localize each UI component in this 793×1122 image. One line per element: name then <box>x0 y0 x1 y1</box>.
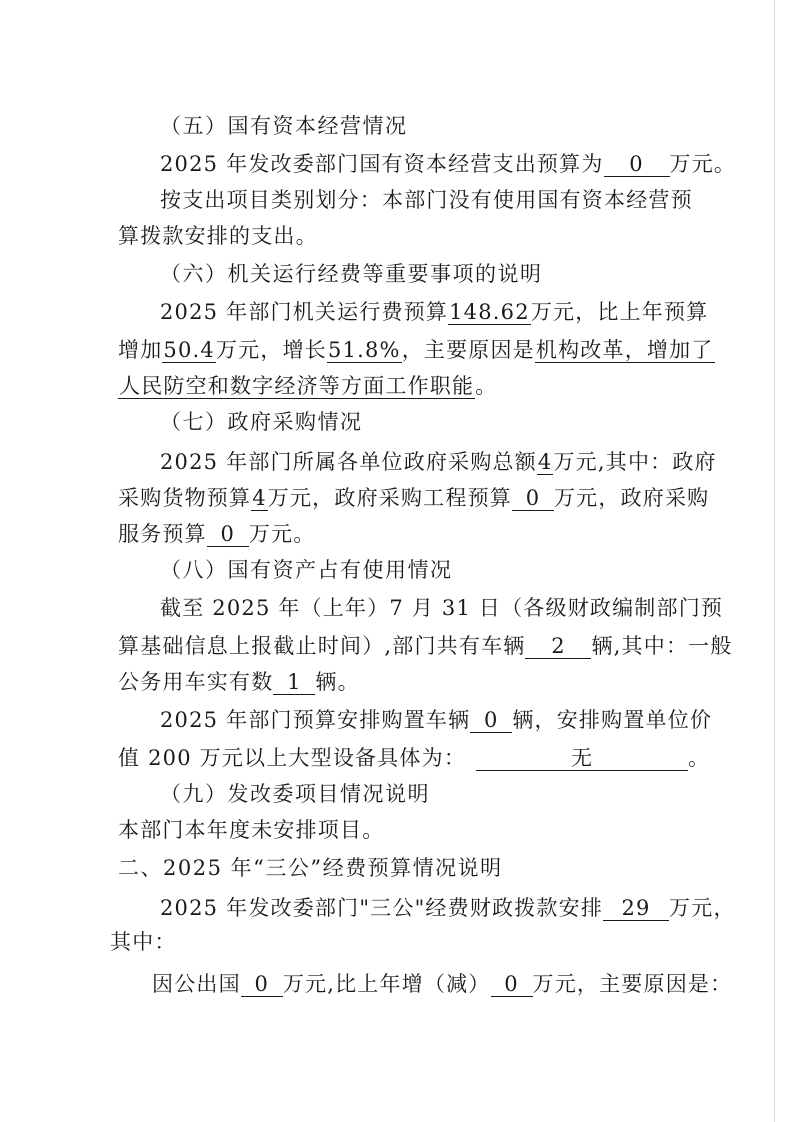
paragraph-line <box>118 670 360 695</box>
section-5-heading: （五）国有资本经营情况 <box>160 114 408 138</box>
text: 值 200 万元以上大型设备具体为： <box>118 746 467 770</box>
underlined-value: 机构改革，增加了 <box>535 338 714 362</box>
underlined-value: 4 <box>537 450 553 474</box>
section-6-heading: （六）机关运行经费等重要事项的说明 <box>160 262 543 286</box>
text: 2025 年部门机关运行费预算 <box>160 300 449 324</box>
underlined-value: 0 <box>491 972 533 997</box>
underlined-value: 4 <box>252 486 267 510</box>
text: 万元,比上年增（减） <box>282 972 491 996</box>
section-sangong-heading: 二、2025 年“三公”经费预算情况说明 <box>118 856 503 880</box>
text: 算基础信息上报截止时间）,部门共有车辆 <box>118 634 526 658</box>
text: 万元，主要原因是： <box>532 972 733 996</box>
underlined-value: 1 <box>273 670 315 695</box>
paragraph-line <box>160 450 717 475</box>
text: 辆。 <box>315 670 360 694</box>
text: 2025 年部门所属各单位政府采购总额 <box>160 450 537 474</box>
underlined-value: 0 <box>604 152 670 177</box>
paragraph-line: 其中： <box>110 930 177 954</box>
paragraph-line <box>118 338 715 363</box>
page-edge-divider <box>774 0 775 1122</box>
section-8-heading: （八）国有资产占有使用情况 <box>160 558 453 582</box>
paragraph-line: 截至 2025 年（上年）7 月 31 日（各级财政编制部门预 <box>160 596 724 620</box>
underlined-value: 0 <box>241 972 283 997</box>
underlined-value: 无 <box>476 746 688 771</box>
paragraph-line <box>160 708 712 733</box>
text: 辆,其中：一般 <box>591 634 733 658</box>
text: 万元,其中：政府 <box>553 450 717 474</box>
text: 万元，政府采购 <box>553 486 710 510</box>
text: ，主要原因是 <box>401 338 535 362</box>
underlined-value: 29 <box>603 896 669 921</box>
underlined-value: 148.62 <box>449 300 530 324</box>
text: 公务用车实有数 <box>118 670 274 694</box>
text: 万元， <box>669 896 736 920</box>
paragraph-line <box>160 152 736 177</box>
section-7-heading: （七）政府采购情况 <box>160 410 363 434</box>
paragraph-line <box>152 972 732 997</box>
text: 2025 年发改委部门国有资本经营支出预算为 <box>160 152 604 176</box>
paragraph-line <box>118 374 497 399</box>
text: 辆，安排购置单位价 <box>512 708 713 732</box>
text: 。 <box>475 374 498 398</box>
paragraph-line <box>160 300 708 325</box>
paragraph-line: 按支出项目类别划分：本部门没有使用国有资本经营预 <box>160 188 693 212</box>
text: 服务预算 <box>118 522 207 546</box>
text: 万元。 <box>669 152 737 176</box>
paragraph-line <box>160 896 736 921</box>
text: 2025 年发改委部门"三公"经费财政拨款安排 <box>160 896 604 920</box>
text: 万元，比上年预算 <box>530 300 709 324</box>
underlined-value: 0 <box>207 522 249 547</box>
text: 万元，增长 <box>215 338 327 362</box>
text: 。 <box>688 746 711 770</box>
text: 因公出国 <box>152 972 241 996</box>
paragraph-line <box>118 486 709 511</box>
section-9-heading: （九）发改委项目情况说明 <box>160 782 430 806</box>
text: 2025 年部门预算安排购置车辆 <box>160 708 471 732</box>
paragraph-line <box>118 522 315 547</box>
underlined-value: 51.8% <box>327 338 401 362</box>
underlined-value: 0 <box>512 486 554 511</box>
underlined-value: 人民防空和数字经济等方面工作职能 <box>119 374 475 398</box>
text: 万元，政府采购工程预算 <box>267 486 512 510</box>
paragraph-line <box>118 634 733 659</box>
underlined-value: 50.4 <box>163 338 215 362</box>
text: 采购货物预算 <box>118 486 252 510</box>
text: 万元。 <box>248 522 316 546</box>
paragraph-line <box>118 746 710 771</box>
paragraph-line: 本部门本年度未安排项目。 <box>118 818 385 842</box>
underlined-value: 0 <box>470 708 512 733</box>
paragraph-line: 算拨款安排的支出。 <box>118 224 318 248</box>
text: 增加 <box>118 338 163 362</box>
underlined-value: 2 <box>525 634 591 659</box>
